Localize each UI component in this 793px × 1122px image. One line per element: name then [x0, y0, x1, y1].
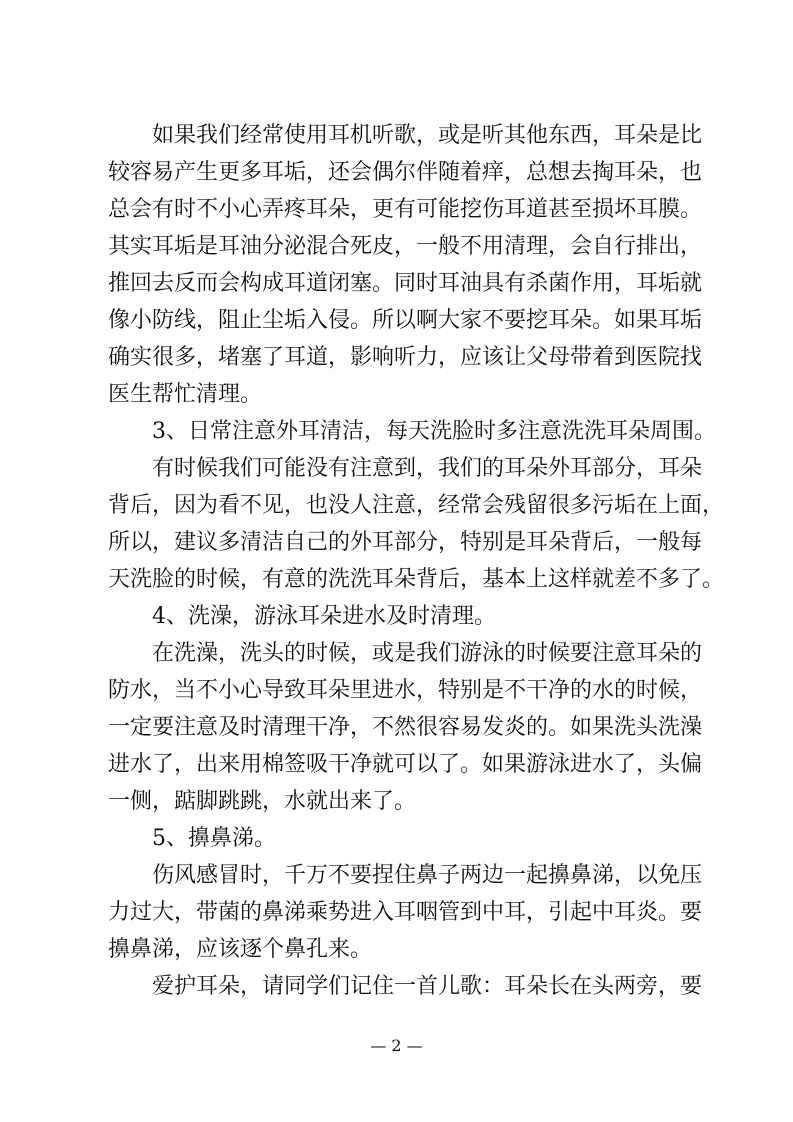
paragraph-line: 推回去反而会构成耳道闭塞。同时耳油具有杀菌作用，耳垢就	[108, 271, 703, 296]
paragraph-line: 进水了，出来用棉签吸干净就可以了。如果游泳进水了，头偏	[108, 752, 703, 777]
paragraph-line: 在洗澡，洗头的时候，或是我们游泳的时候要注意耳朵的	[152, 641, 703, 666]
paragraph-line: 较容易产生更多耳垢，还会偶尔伴随着痒，总想去掏耳朵，也	[108, 160, 703, 185]
paragraph-line: 像小防线，阻止尘垢入侵。所以啊大家不要挖耳朵。如果耳垢	[108, 308, 703, 333]
paragraph-line: 如果我们经常使用耳机听歌，或是听其他东西，耳朵是比	[152, 123, 703, 148]
paragraph-line: 爱护耳朵，请同学们记住一首儿歌：耳朵长在头两旁，要	[152, 974, 703, 999]
section-heading: 3、日常注意外耳清洁，每天洗脸时多注意洗洗耳朵周围。	[152, 419, 716, 444]
paragraph-line: 防水，当不小心导致耳朵里进水，特别是不干净的水的时候，	[108, 678, 703, 703]
paragraph-line: 总会有时不小心弄疼耳朵，更有可能挖伤耳道甚至损坏耳膜。	[108, 197, 703, 222]
paragraph-line: 其实耳垢是耳油分泌混合死皮，一般不用清理，会自行排出，	[108, 234, 703, 259]
section-heading: 4、洗澡，游泳耳朵进水及时清理。	[152, 604, 496, 629]
paragraph-line: 天洗脸的时候，有意的洗洗耳朵背后，基本上这样就差不多了。	[108, 567, 725, 592]
paragraph-line: 医生帮忙清理。	[108, 382, 263, 407]
paragraph-line: 伤风感冒时，千万不要捏住鼻子两边一起擤鼻涕，以免压	[152, 863, 703, 888]
paragraph-line: 背后，因为看不见，也没人注意，经常会残留很多污垢在上面，	[108, 493, 725, 518]
paragraph-line: 力过大，带菌的鼻涕乘势进入耳咽管到中耳，引起中耳炎。要	[108, 900, 703, 925]
paragraph-line: 擤鼻涕，应该逐个鼻孔来。	[108, 937, 373, 962]
page-number: — 2 —	[370, 1036, 423, 1055]
paragraph-line: 有时候我们可能没有注意到，我们的耳朵外耳部分，耳朵	[152, 456, 703, 481]
section-heading: 5、擤鼻涕。	[152, 826, 276, 851]
paragraph-line: 所以，建议多清洁自己的外耳部分，特别是耳朵背后，一般每	[108, 530, 703, 555]
paragraph-line: 一侧，踮脚跳跳，水就出来了。	[108, 789, 417, 814]
paragraph-line: 一定要注意及时清理干净，不然很容易发炎的。如果洗头洗澡	[108, 715, 703, 740]
paragraph-line: 确实很多，堵塞了耳道，影响听力，应该让父母带着到医院找	[108, 345, 703, 370]
